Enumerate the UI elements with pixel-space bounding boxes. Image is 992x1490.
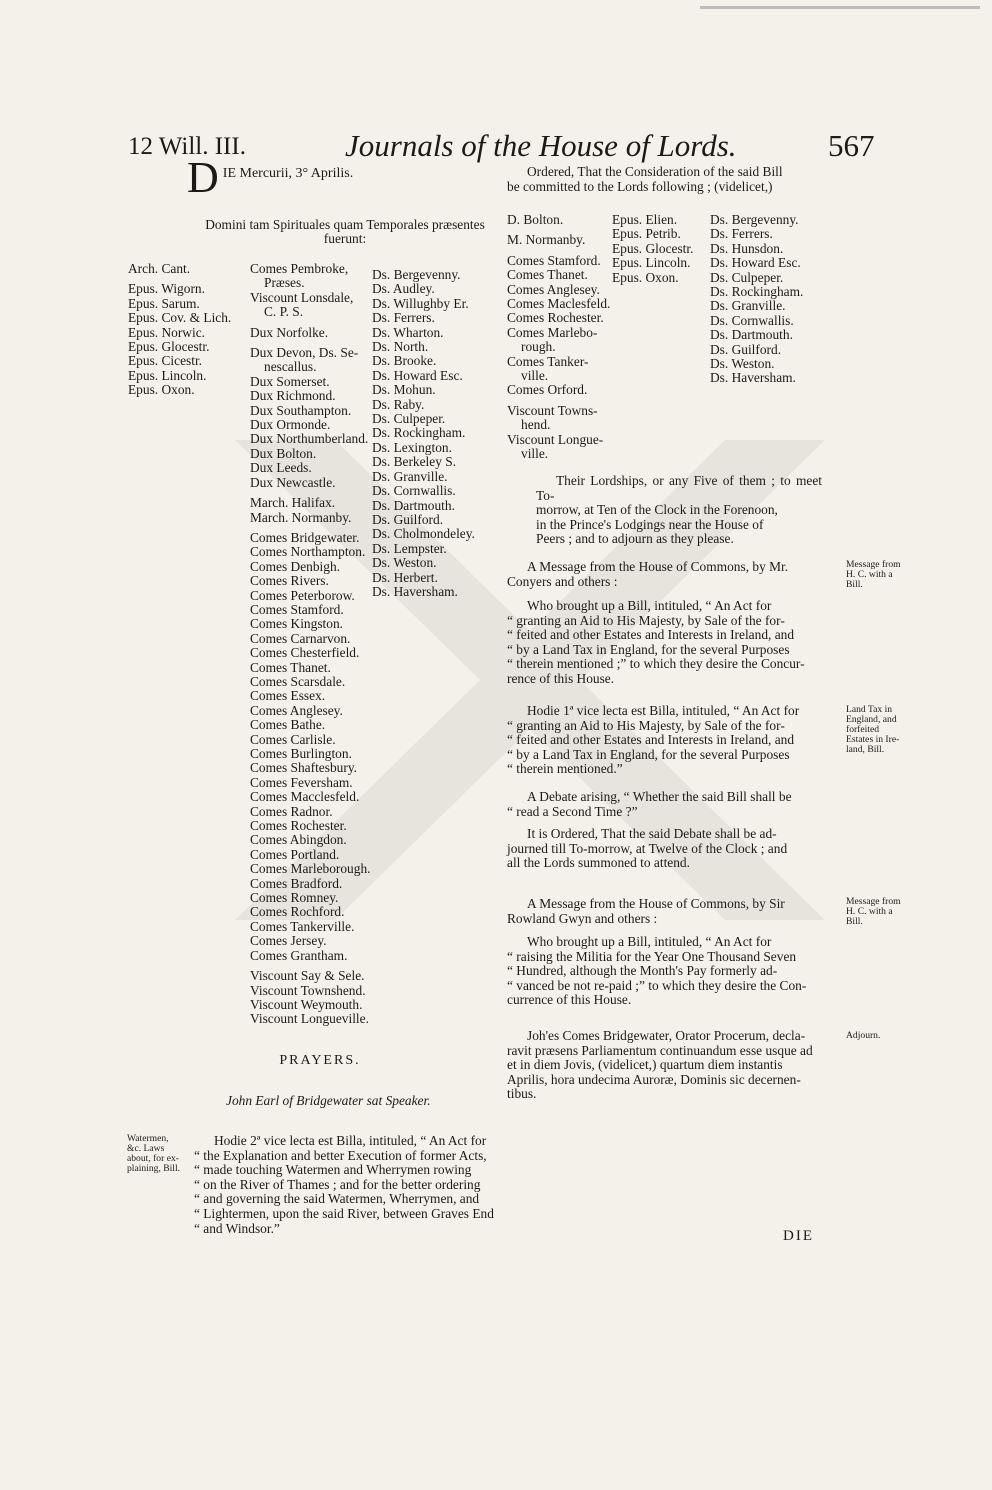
lord-name: Epus. Wigorn.: [128, 281, 205, 297]
lord-name: Comes Chesterfield.: [250, 645, 360, 661]
margin-note-line: land, Bill.: [846, 744, 885, 755]
text-line: Ordered, That the Consideration of the said Bill: [527, 164, 783, 179]
lord-name: Ds. Weston.: [372, 555, 437, 571]
margin-note-line: Message from: [846, 559, 901, 570]
text-line: It is Ordered, That the said Debate shall be ad-: [527, 826, 777, 841]
top-edge-line: [700, 6, 980, 9]
lord-name: Comes Northampton.: [250, 544, 366, 560]
lord-name: Ds. Dartmouth.: [372, 497, 455, 513]
lord-name: Comes Carnarvon.: [250, 630, 351, 646]
text-line: “ read a Second Time ?”: [507, 803, 638, 819]
lord-name: Epus. Lincoln.: [128, 367, 207, 383]
paragraph-lordships: [536, 474, 822, 547]
day-heading-text: IE Mercurii, 3° Aprilis.: [222, 166, 354, 181]
lord-name: Arch. Cant.: [128, 261, 191, 276]
committee-lord-name: Comes Anglesey.: [507, 281, 600, 297]
committee-lord-name: Ds. Granville.: [710, 298, 786, 314]
committee-column-c: [710, 213, 803, 386]
text-line: ravit præsens Parliamentum continuandum esse usque ad: [507, 1042, 813, 1058]
lord-name: Comes Abingdon.: [250, 832, 347, 848]
lord-name: Dux Somerset.: [250, 373, 330, 389]
committee-lord-name: Viscount Longue-: [507, 431, 604, 447]
lord-name: Comes Marleborough.: [250, 861, 371, 877]
text-line: “ made touching Watermen and Wherrymen rowing: [194, 1162, 472, 1178]
margin-note-line: &c. Laws: [127, 1143, 165, 1154]
committee-lord-name: M. Normanby.: [507, 232, 586, 248]
lord-name: Ds. Howard Esc.: [372, 367, 463, 383]
lord-name: Ds. Berkeley S.: [372, 454, 457, 470]
lord-name: Ds. North.: [372, 339, 429, 355]
lord-name: Ds. Wharton.: [372, 324, 444, 340]
text-line: “ raising the Militia for the Year One Thousand Seven: [507, 948, 797, 964]
lord-name: Comes Pembroke,: [250, 261, 349, 276]
margin-note-line: Estates in Ire-: [846, 734, 900, 745]
day-heading: [187, 153, 354, 202]
lord-name: Ds. Rockingham.: [372, 425, 466, 441]
lord-name: Ds. Guilford.: [372, 511, 444, 527]
margin-note-line: Message from: [846, 896, 901, 907]
text-line: Hodie 1ª vice lecta est Billa, intituled, “ An Act for: [527, 703, 800, 718]
text-line: Aprilis, hora undecima Auroræ, Dominis sic decernen-: [507, 1071, 801, 1087]
committee-lord-name: Ds. Howard Esc.: [710, 255, 801, 271]
lord-name: Comes Rochester.: [250, 818, 347, 834]
lord-name: Comes Bridgewater.: [250, 529, 360, 545]
margin-note-line: Adjourn.: [846, 1030, 881, 1041]
committee-lord-name: Epus. Glocestr.: [612, 240, 694, 256]
lord-name: Ds. Haversham.: [372, 583, 458, 599]
lord-name: Comes Rivers.: [250, 573, 329, 589]
committee-lord-name: Ds. Cornwallis.: [710, 312, 794, 328]
paragraph-ordered-committee: [507, 165, 842, 194]
lord-name: Comes Romney.: [250, 890, 339, 906]
committee-lord-name: Comes Stamford.: [507, 252, 601, 268]
text-line: “ granting an Aid to His Majesty, by Sale of the for-: [507, 612, 785, 628]
margin-note-line: Bill.: [846, 579, 863, 590]
text-line: Hodie 2ª vice lecta est Billa, intituled, “ An Act for: [214, 1133, 487, 1148]
text-line: et in diem Jovis, (videlicet,) quartum diem instantis: [507, 1057, 783, 1073]
lord-name: Dux Newcastle.: [250, 474, 336, 490]
text-line: currence of this House.: [507, 992, 632, 1008]
lord-name: Comes Tankerville.: [250, 918, 355, 934]
committee-lord-name: Epus. Petrib.: [612, 226, 681, 242]
text-line: “ and Windsor.”: [194, 1220, 280, 1236]
margin-note-adjourn: [846, 1031, 880, 1041]
text-line: all the Lords summoned to attend.: [507, 855, 690, 871]
margin-note-line: H. C. with a: [846, 569, 893, 580]
margin-note-line: H. C. with a: [846, 906, 893, 917]
lord-name: Ds. Culpeper.: [372, 411, 446, 427]
lord-name: Comes Grantham.: [250, 947, 348, 963]
lord-name: Ds. Cholmondeley.: [372, 526, 475, 542]
margin-note-line: England, and: [846, 714, 897, 725]
text-line: journed till To-morrow, at Twelve of the Clock ; and: [507, 840, 788, 856]
lord-name: Præses.: [264, 275, 305, 291]
lord-name: Viscount Longueville.: [250, 1011, 369, 1027]
text-line: A Message from the House of Commons, by Mr.: [527, 559, 789, 574]
committee-lord-name: Ds. Ferrers.: [710, 226, 773, 242]
lord-name: Viscount Say & Sele.: [250, 968, 365, 984]
lord-name: nescallus.: [264, 359, 317, 375]
text-line: “ therein mentioned ;” to which they desire the Concur-: [507, 656, 805, 672]
committee-lord-name: rough.: [521, 339, 556, 355]
lord-name: Dux Devon, Ds. Se-: [250, 345, 359, 361]
header-page-number: 567: [828, 128, 875, 163]
margin-note-land-tax: [846, 705, 899, 755]
text-line: “ feited and other Estates and Interests in Ireland, and: [507, 627, 795, 643]
speaker-line: John Earl of Bridgewater sat Speaker.: [226, 1093, 431, 1108]
lord-name: Ds. Brooke.: [372, 353, 437, 369]
text-line: Their Lordships, or any Five of them ; to meet To-: [536, 473, 822, 503]
lord-name: Dux Northumberland.: [250, 431, 369, 447]
text-line: “ therein mentioned.”: [507, 761, 623, 777]
lord-name: Comes Denbigh.: [250, 558, 341, 574]
text-line: “ by a Land Tax in England, for the several Purposes: [507, 641, 790, 657]
present-heading: [200, 218, 490, 247]
committee-column-a: [507, 213, 610, 462]
text-line: “ Lightermen, upon the said River, between Graves End: [194, 1205, 494, 1221]
text-line: Conyers and others :: [507, 573, 618, 589]
paragraph-ordered-adjourn-debate: [507, 827, 842, 871]
lord-name: Ds. Cornwallis.: [372, 483, 456, 499]
paragraph-message-1: [507, 560, 842, 589]
margin-note-line: plaining, Bill.: [127, 1163, 181, 1174]
lord-name: Ds. Mohun.: [372, 382, 436, 398]
committee-lord-name: Comes Thanet.: [507, 267, 588, 283]
lord-name: March. Normanby.: [250, 509, 352, 525]
header-regnal-year: 12 Will. III.: [128, 133, 246, 160]
prayers-heading: PRAYERS.: [279, 1053, 361, 1068]
committee-lord-name: ville.: [521, 368, 549, 384]
margin-note-line: about, for ex-: [127, 1153, 179, 1164]
margin-note-line: Land Tax in: [846, 704, 893, 715]
text-line: be committed to the Lords following ; (videlicet,): [507, 178, 773, 194]
catchword: DIE: [783, 1228, 814, 1244]
committee-lord-name: Ds. Weston.: [710, 356, 775, 372]
lord-name: Dux Ormonde.: [250, 417, 331, 433]
text-line: “ on the River of Thames ; and for the better ordering: [194, 1176, 481, 1192]
lord-name: Comes Macclesfeld.: [250, 789, 360, 805]
text-line: Joh'es Comes Bridgewater, Orator Procerum, decla-: [527, 1028, 806, 1043]
lord-name: Viscount Townshend.: [250, 982, 366, 998]
lord-name: Dux Leeds.: [250, 460, 312, 476]
lord-name: Comes Kingston.: [250, 616, 343, 632]
present-heading-line: Domini tam Spirituales quam Temporales præsentes: [205, 217, 485, 232]
text-line: morrow, at Ten of the Clock in the Forenoon,: [536, 502, 778, 518]
committee-lord-name: Epus. Oxon.: [612, 269, 679, 285]
margin-note-message-2: [846, 897, 901, 927]
committee-lord-name: Comes Tanker-: [507, 353, 589, 369]
committee-lord-name: Ds. Haversham.: [710, 370, 796, 386]
margin-note-watermen: [127, 1134, 180, 1174]
lord-name: Comes Rochford.: [250, 904, 345, 920]
committee-column-b: [612, 213, 693, 285]
committee-lord-name: Epus. Elien.: [612, 212, 678, 227]
lord-name: Comes Radnor.: [250, 803, 333, 819]
lord-name: Dux Southampton.: [250, 402, 352, 418]
committee-lord-name: hend.: [521, 417, 551, 433]
committee-lord-name: Ds. Culpeper.: [710, 269, 784, 285]
lord-name: Ds. Bergevenny.: [372, 267, 461, 282]
margin-note-message-1: [846, 560, 901, 590]
lord-name: Comes Anglesey.: [250, 702, 343, 718]
paragraph-message-2: [507, 897, 842, 926]
lord-name: Dux Richmond.: [250, 388, 336, 404]
lord-name: Comes Bradford.: [250, 875, 343, 891]
lord-name: Comes Portland.: [250, 846, 340, 862]
text-line: “ and governing the said Watermen, Wherrymen, and: [194, 1191, 480, 1207]
lord-name: Epus. Cov. & Lich.: [128, 310, 232, 326]
lord-name: Comes Burlington.: [250, 746, 352, 761]
committee-lord-name: Comes Rochester.: [507, 310, 604, 326]
lord-name: Dux Bolton.: [250, 445, 317, 461]
lord-name: Epus. Cicestr.: [128, 353, 203, 369]
text-line: “ feited and other Estates and Interests in Ireland, and: [507, 732, 795, 748]
lord-name: Ds. Ferrers.: [372, 310, 435, 326]
paragraph-message-2-body: [507, 935, 842, 1008]
lord-name: Comes Scarsdale.: [250, 673, 346, 689]
lord-name: Ds. Raby.: [372, 396, 425, 412]
margin-note-line: forfeited: [846, 724, 880, 735]
lord-name: Epus. Oxon.: [128, 382, 195, 398]
lord-name: Comes Stamford.: [250, 601, 344, 617]
margin-note-line: Bill.: [846, 916, 863, 927]
lord-name: Epus. Norwic.: [128, 324, 205, 340]
committee-lord-name: Ds. Dartmouth.: [710, 327, 793, 343]
lord-name: Comes Essex.: [250, 688, 326, 704]
text-line: Peers ; and to adjourn as they please.: [536, 531, 734, 547]
lord-name: Ds. Lempster.: [372, 540, 447, 556]
lord-name: March. Halifax.: [250, 495, 336, 511]
committee-lord-name: Ds. Bergevenny.: [710, 212, 799, 227]
committee-lord-name: ville.: [521, 446, 549, 462]
committee-lord-name: Ds. Rockingham.: [710, 284, 804, 300]
lord-name: Ds. Lexington.: [372, 439, 452, 455]
lord-name: C. P. S.: [264, 304, 304, 320]
text-line: rence of this House.: [507, 670, 615, 686]
lord-name: Ds. Herbert.: [372, 569, 438, 585]
lord-name: Comes Shaftesbury.: [250, 760, 357, 776]
text-line: in the Prince's Lodgings near the House of: [536, 516, 764, 532]
lord-name: Comes Bathe.: [250, 717, 326, 733]
paragraph-watermen-bill: [194, 1134, 500, 1236]
paragraph-first-reading: [507, 704, 842, 777]
lord-name: Epus. Sarum.: [128, 295, 200, 311]
lord-name: Viscount Lonsdale,: [250, 289, 354, 305]
lord-name: Ds. Willughby Er.: [372, 295, 469, 311]
margin-note-line: Watermen,: [127, 1133, 169, 1144]
paragraph-debate: [507, 790, 842, 819]
column-bishops: [128, 262, 231, 398]
committee-lord-name: D. Bolton.: [507, 212, 564, 227]
text-line: “ the Explanation and better Execution of former Acts,: [194, 1147, 487, 1163]
present-heading-line: fuerunt:: [323, 231, 367, 247]
committee-lord-name: Ds. Guilford.: [710, 341, 782, 357]
column-peers: [250, 262, 371, 1027]
paragraph-message-1-body: [507, 599, 842, 687]
committee-lord-name: Comes Maclesfeld.: [507, 296, 611, 312]
text-line: “ Hundred, although the Month's Pay formerly ad-: [507, 963, 778, 979]
drop-capital: D: [187, 153, 219, 202]
lord-name: Comes Thanet.: [250, 659, 331, 675]
lord-name: Comes Peterborow.: [250, 587, 355, 603]
committee-lord-name: Comes Orford.: [507, 382, 588, 398]
lord-name: Comes Carlisle.: [250, 731, 336, 747]
lord-name: Comes Jersey.: [250, 933, 327, 949]
committee-lord-name: Ds. Hunsdon.: [710, 240, 784, 256]
lord-name: Viscount Weymouth.: [250, 996, 363, 1012]
text-line: “ vanced be not re-paid ;” to which they desire the Con-: [507, 977, 807, 993]
text-line: A Message from the House of Commons, by Sir: [527, 896, 785, 911]
lord-name: Dux Norfolke.: [250, 324, 329, 340]
column-barons: [372, 262, 475, 599]
committee-lord-name: Viscount Towns-: [507, 402, 598, 418]
text-line: Rowland Gwyn and others :: [507, 910, 658, 926]
lord-name: Ds. Granville.: [372, 468, 448, 484]
text-line: Who brought up a Bill, intituled, “ An Act for: [527, 934, 772, 949]
header-title: Journals of the House of Lords.: [345, 128, 737, 163]
lord-name: Ds. Audley.: [372, 281, 435, 297]
text-line: “ granting an Aid to His Majesty, by Sale of the for-: [507, 717, 785, 733]
lord-name: Epus. Glocestr.: [128, 339, 210, 355]
lord-name: Comes Feversham.: [250, 774, 353, 790]
committee-lord-name: Epus. Lincoln.: [612, 255, 691, 271]
text-line: Who brought up a Bill, intituled, “ An Act for: [527, 598, 772, 613]
committee-lord-name: Comes Marlebo-: [507, 324, 598, 340]
paragraph-adjournment: [507, 1029, 842, 1102]
text-line: A Debate arising, “ Whether the said Bill shall be: [527, 789, 792, 804]
text-line: tibus.: [507, 1086, 537, 1102]
text-line: “ by a Land Tax in England, for the several Purposes: [507, 746, 790, 762]
